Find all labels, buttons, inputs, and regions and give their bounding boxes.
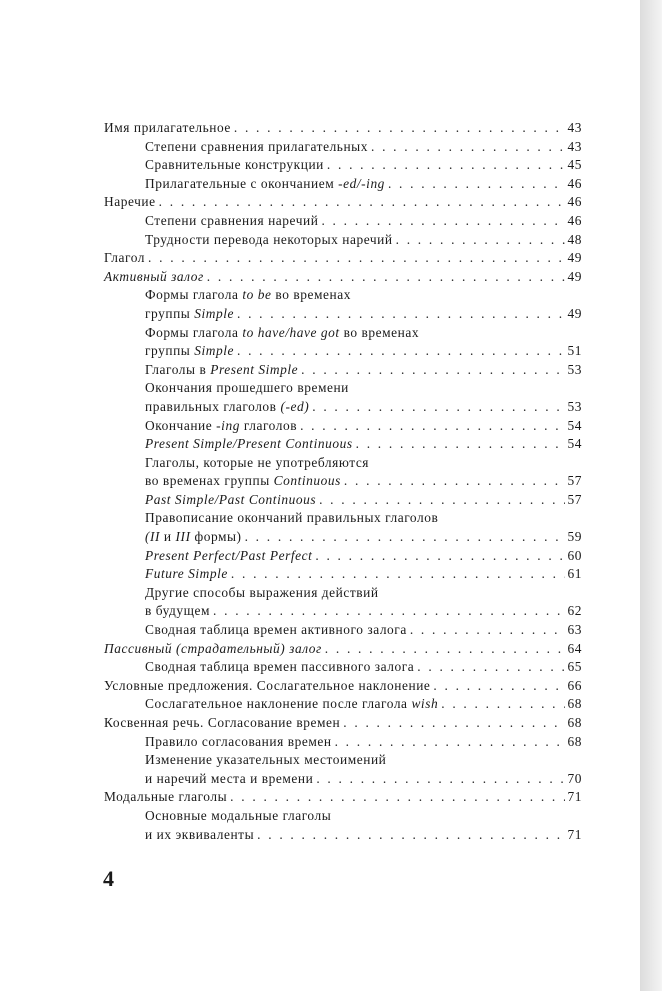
toc-entry	[104, 175, 582, 194]
toc-entry-title: в будущем	[145, 603, 211, 619]
dot-leader	[312, 398, 564, 417]
toc-entry-title: Сводная таблица времен пассивного залога	[145, 659, 415, 675]
toc-entry-page: 64	[567, 640, 582, 656]
toc-entry-title: Степени сравнения прилагательных	[145, 138, 368, 154]
toc-entry-page: 68	[567, 715, 582, 730]
toc-entry	[104, 119, 582, 138]
toc-entry-page: 46	[567, 194, 582, 210]
toc-entry-page: 51	[567, 343, 582, 359]
toc-entry-page: 68	[567, 696, 582, 712]
dot-leader	[300, 417, 564, 436]
toc-entry-title-line1: Изменение указательных местоимений	[145, 752, 387, 768]
toc-entry-title: во временах группы Continuous	[145, 473, 341, 489]
toc-entry-title: Косвенная речь. Согласование времен	[104, 715, 341, 730]
toc-entry-title: Имя прилагательное	[104, 120, 231, 135]
dot-leader	[321, 212, 564, 231]
toc-entry-page: 68	[567, 733, 582, 749]
toc-entry-page: 63	[567, 622, 582, 638]
toc-entry-page: 57	[567, 491, 582, 507]
dot-leader	[159, 193, 565, 212]
toc-entry-title-line1: Глаголы, которые не употребляются	[145, 454, 370, 470]
toc-entry-page: 46	[567, 175, 582, 191]
dot-leader	[230, 788, 564, 807]
toc-entry-title: Условные предложения. Сослагательное наклонение	[104, 677, 431, 693]
toc-entry-page: 48	[567, 231, 582, 247]
toc-entry	[104, 677, 582, 696]
toc-entry-title: Сослагательное наклонение после глагола wish	[145, 696, 439, 712]
toc-entry	[104, 658, 582, 677]
dot-leader	[237, 305, 565, 324]
toc-entry-title: (II и III формы)	[145, 529, 242, 545]
toc-entry-page: 71	[567, 789, 582, 805]
toc-entry-title: Глагол	[104, 250, 146, 266]
dot-leader	[316, 770, 564, 789]
toc-entry-title: группы Simple	[145, 343, 234, 359]
toc-entry-title: Прилагательные с окончанием -ed/-ing	[145, 175, 385, 191]
dot-leader	[388, 175, 565, 194]
dot-leader	[327, 156, 565, 175]
toc-entry	[104, 138, 582, 157]
dot-leader	[410, 621, 565, 640]
toc-entry-page: 54	[567, 436, 582, 452]
toc-entry	[104, 435, 582, 454]
toc-entry-title: Future Simple	[145, 566, 228, 582]
toc-entry-title-line1: Окончания прошедшего времени	[145, 380, 349, 396]
toc-entry-title: Трудности перевода некоторых наречий	[145, 231, 393, 247]
toc-entry-page: 46	[567, 212, 582, 228]
toc-entry	[104, 268, 582, 287]
toc-entry	[104, 733, 582, 752]
toc-entry-page: 65	[567, 659, 582, 675]
dot-leader	[207, 268, 565, 287]
toc-entry	[104, 156, 582, 175]
toc-entry-page: 49	[567, 268, 582, 284]
dot-leader	[371, 138, 565, 157]
dot-leader	[344, 472, 565, 491]
dot-leader	[441, 695, 564, 714]
dot-leader	[319, 491, 564, 510]
dot-leader	[234, 119, 565, 138]
page-number: 4	[103, 866, 114, 891]
dot-leader	[237, 342, 565, 361]
toc-entry-page: 49	[567, 305, 582, 321]
toc-entry-page: 57	[567, 473, 582, 489]
toc-entry-page: 59	[567, 529, 582, 545]
toc-entry-title: Активный залог	[104, 268, 204, 284]
toc-entry-title: Past Simple/Past Continuous	[145, 491, 317, 507]
toc-entry-page: 53	[567, 398, 582, 414]
toc-entry-title: Глаголы в Present Simple	[145, 361, 299, 377]
toc-entry-title: правильных глаголов (-ed)	[145, 398, 310, 414]
toc-entry	[104, 807, 582, 844]
toc-entry-page: 61	[567, 566, 582, 582]
toc-entry	[104, 565, 582, 584]
toc-entry-page: 54	[567, 417, 582, 433]
toc-entry-page: 62	[567, 603, 582, 619]
toc-entry	[104, 788, 582, 807]
toc-entry	[104, 379, 582, 416]
dot-leader	[213, 602, 564, 621]
toc-entry-title-line1: Формы глагола to be во временах	[145, 287, 351, 303]
toc-entry	[104, 286, 582, 323]
toc-entry	[104, 491, 582, 510]
toc-entry-page: 71	[567, 826, 582, 842]
toc-entry-title: Present Perfect/Past Perfect	[145, 547, 313, 563]
dot-leader	[325, 640, 565, 659]
toc-entry	[104, 193, 582, 212]
toc-entry-page: 43	[567, 138, 582, 154]
toc-entry	[104, 547, 582, 566]
dot-leader	[356, 435, 565, 454]
toc-entry-page: 70	[567, 770, 582, 786]
toc-entry-title: Сводная таблица времен активного залога	[145, 622, 407, 638]
dot-leader	[335, 733, 565, 752]
toc-entry-page: 45	[567, 157, 582, 173]
dot-leader	[257, 826, 564, 845]
toc-entry-title-line1: Формы глагола to have/have got во временах	[145, 324, 420, 340]
toc-entry	[104, 751, 582, 788]
dot-leader	[396, 231, 565, 250]
toc-entry	[104, 454, 582, 491]
toc-entry	[104, 417, 582, 436]
dot-leader	[231, 565, 565, 584]
dot-leader	[245, 528, 565, 547]
toc-entry-title: группы Simple	[145, 305, 234, 321]
toc-entry	[104, 584, 582, 621]
toc-entry	[104, 361, 582, 380]
toc-entry-title: и их эквиваленты	[145, 826, 255, 842]
table-of-contents	[104, 119, 582, 844]
toc-entry-title: Окончание -ing глаголов	[145, 417, 298, 433]
page-edge	[640, 0, 662, 991]
toc-entry-title: Правило согласования времен	[145, 733, 332, 749]
dot-leader	[301, 361, 564, 380]
toc-entry-page: 66	[567, 677, 582, 693]
toc-entry-title: Модальные глаголы	[104, 789, 228, 805]
toc-entry-page: 43	[567, 120, 582, 135]
toc-entry	[104, 695, 582, 714]
toc-entry-title: Present Simple/Present Continuous	[145, 436, 353, 452]
dot-leader	[315, 547, 564, 566]
toc-entry-title: Сравнительные конструкции	[145, 157, 324, 173]
toc-entry-title: Степени сравнения наречий	[145, 212, 319, 228]
toc-entry-title: Наречие	[104, 194, 156, 210]
toc-entry	[104, 714, 582, 733]
toc-entry-title-line1: Правописание окончаний правильных глаголов	[145, 510, 439, 526]
dot-leader	[148, 249, 564, 268]
dot-leader	[433, 677, 564, 696]
toc-entry	[104, 212, 582, 231]
toc-entry	[104, 640, 582, 659]
toc-entry-title-line1: Основные модальные глаголы	[145, 807, 332, 823]
toc-entry	[104, 324, 582, 361]
toc-entry	[104, 621, 582, 640]
toc-entry-title: и наречий места и времени	[145, 770, 314, 786]
dot-leader	[417, 658, 564, 677]
toc-entry-page: 60	[567, 547, 582, 563]
toc-entry-page: 53	[567, 361, 582, 377]
toc-entry-page: 49	[567, 250, 582, 266]
toc-entry	[104, 231, 582, 250]
toc-entry-title: Пассивный (страдательный) залог	[104, 640, 322, 656]
toc-entry	[104, 249, 582, 268]
toc-entry	[104, 509, 582, 546]
dot-leader	[343, 714, 564, 733]
toc-entry-title-line1: Другие способы выражения действий	[145, 584, 379, 600]
